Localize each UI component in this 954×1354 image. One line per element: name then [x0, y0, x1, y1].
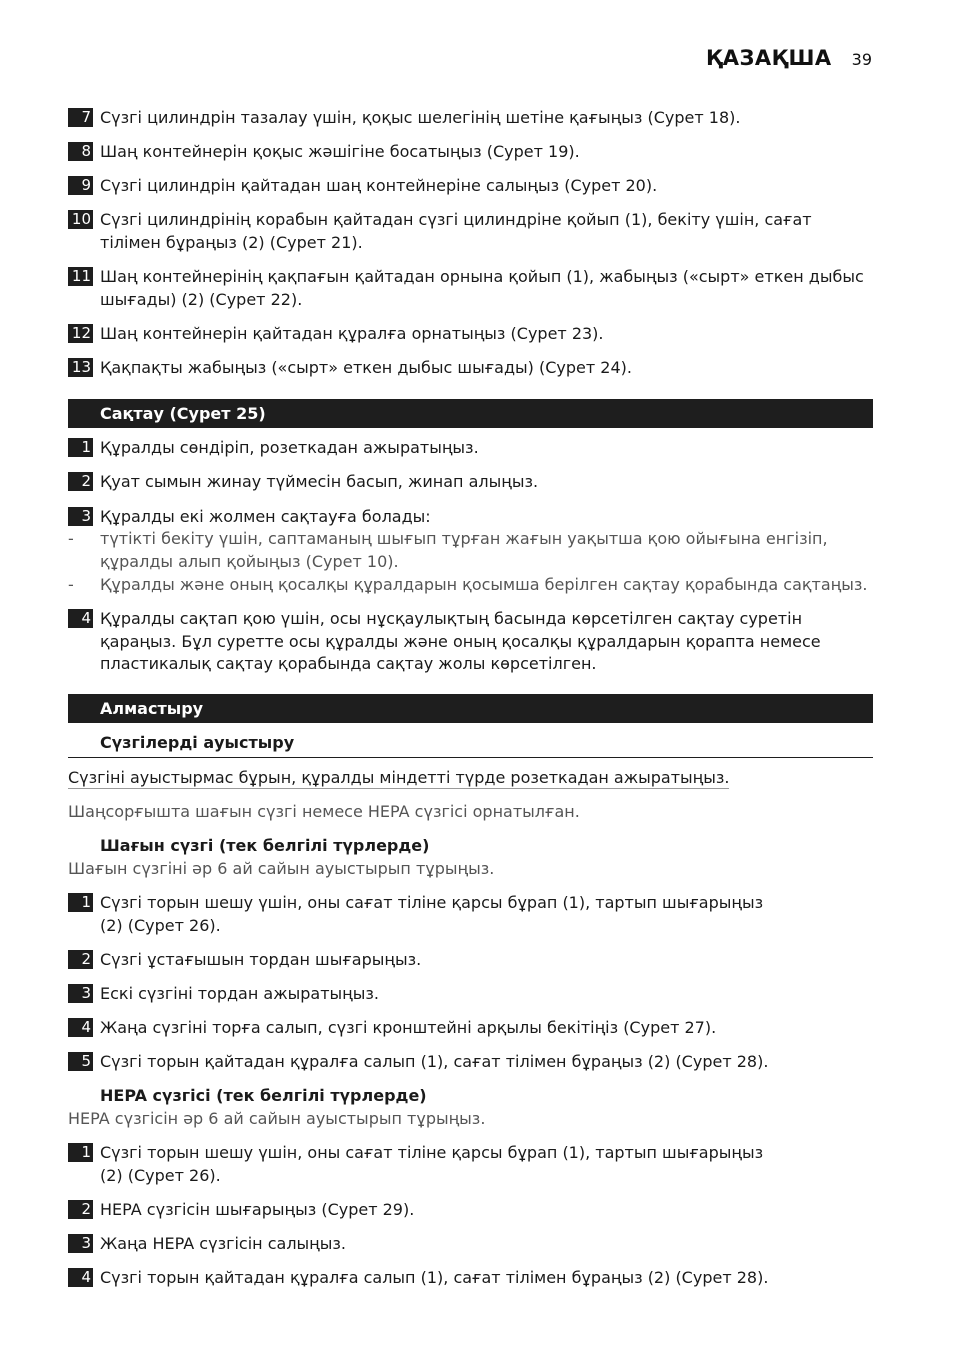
step-text: HEPA сүзгісін шығарыңыз (Сурет 29). — [100, 1200, 415, 1219]
step-number: 9 — [68, 176, 93, 195]
step-text: Құралды сақтап қою үшін, осы нұсқаулықтың басында көрсетілген сақтау суретін қараңыз. Бұл суретте осы құралды және оның қосалқы құралдарын қорапта немесе пластикалық сақтау қорабында сақтау жолы көрсетілген. — [100, 609, 821, 673]
micro-step-5 — [68, 1051, 873, 1074]
step-number: 10 — [68, 210, 93, 229]
step-text: Сүзгі торын шешу үшін, оны сағат тіліне қарсы бұрап (1), тартып шығарыңыз (2) (Сурет 26). — [100, 1143, 764, 1185]
bullet-dash: - — [68, 529, 74, 548]
step-text: Жаңа HEPA сүзгісін салыңыз. — [100, 1234, 346, 1253]
micro-step-3 — [68, 983, 873, 1006]
hepa-step-4 — [68, 1267, 873, 1290]
storage-step-4 — [68, 608, 873, 676]
step-8 — [68, 141, 873, 164]
page-number: 39 — [851, 50, 872, 69]
step-text: Ескі сүзгіні тордан ажыратыңыз. — [100, 984, 379, 1003]
step-number: 1 — [68, 893, 93, 912]
hepa-step-1 — [68, 1142, 873, 1187]
step-13 — [68, 357, 873, 380]
bullet-text: Құралды және оның қосалқы құралдарын қосымша берілген сақтау қорабында сақтаңыз. — [100, 575, 868, 594]
step-10 — [68, 209, 873, 254]
step-text: Сүзгі ұстағышын тордан шығарыңыз. — [100, 950, 422, 969]
step-text: Сүзгі цилиндрін қайтадан шаң контейнеріне салыңыз (Сурет 20). — [100, 176, 658, 195]
hepa-filter-heading: HEPA сүзгісі (тек белгілі түрлерде) — [100, 1086, 427, 1105]
micro-filter-heading: Шағын сүзгі (тек белгілі түрлерде) — [100, 836, 430, 855]
micro-step-2 — [68, 949, 873, 972]
step-text: Сүзгі цилиндрінің корабын қайтадан сүзгі цилиндріне қойып (1), бекіту үшін, сағат тілімен бұраңыз (2) (Сурет 21). — [100, 210, 812, 252]
step-number: 3 — [68, 507, 93, 526]
step-text: Қуат сымын жинау түймесін басып, жинап алыңыз. — [100, 472, 539, 491]
step-text: Шаң контейнерін қоқыс жәшігіне босатыңыз (Сурет 19). — [100, 142, 580, 161]
section-heading-storage: Сақтау (Сурет 25) — [68, 399, 873, 428]
intro-paragraph: Шаңсорғышта шағын сүзгі немесе HEPA сүзгісі орнатылған. — [68, 802, 580, 821]
page-header — [706, 46, 872, 70]
step-number: 3 — [68, 984, 93, 1003]
section-heading-replacement: Алмастыру — [68, 694, 873, 723]
step-number: 4 — [68, 1268, 93, 1287]
step-number: 8 — [68, 142, 93, 161]
step-text: Шаң контейнерін қайтадан құралға орнатыңыз (Сурет 23). — [100, 324, 604, 343]
step-text: Сүзгі торын шешу үшін, оны сағат тіліне қарсы бұрап (1), тартып шығарыңыз (2) (Сурет 26). — [100, 893, 764, 935]
step-text: Құралды сөндіріп, розеткадан ажыратыңыз. — [100, 438, 479, 457]
step-number: 7 — [68, 108, 93, 127]
step-number: 2 — [68, 950, 93, 969]
hepa-step-3 — [68, 1233, 873, 1256]
storage-step-1 — [68, 437, 873, 460]
step-number: 4 — [68, 1018, 93, 1037]
step-text: Сүзгі торын қайтадан құралға салып (1), сағат тілімен бұраңыз (2) (Сурет 28). — [100, 1268, 769, 1287]
bullet-text: түтікті бекіту үшін, саптаманың шығып тұрған жағын уақытша қою ойығына енгізіп, құралды алып қойыңыз (Сурет 10). — [100, 529, 828, 571]
step-9 — [68, 175, 873, 198]
step-text: Құралды екі жолмен сақтауға болады: — [100, 507, 431, 526]
step-text: Қақпақты жабыңыз («сырт» еткен дыбыс шығады) (Сурет 24). — [100, 358, 632, 377]
step-number: 12 — [68, 324, 93, 343]
step-number: 11 — [68, 267, 93, 286]
step-number: 2 — [68, 1200, 93, 1219]
storage-step-3 — [68, 506, 873, 529]
step-7 — [68, 107, 873, 130]
step-11 — [68, 266, 873, 311]
bullet-dash: - — [68, 575, 74, 594]
step-text: Жаңа сүзгіні торға салып, сүзгі кронштейні арқылы бекітіңіз (Сурет 27). — [100, 1018, 717, 1037]
step-12 — [68, 323, 873, 346]
language-label: ҚАЗАҚША — [705, 46, 832, 70]
hepa-step-2 — [68, 1199, 873, 1222]
step-number: 2 — [68, 472, 93, 491]
hepa-filter-note: HEPA сүзгісін әр 6 ай сайын ауыстырып тұрыңыз. — [68, 1109, 486, 1128]
storage-step-2 — [68, 471, 873, 494]
storage-bullet-2 — [68, 574, 873, 597]
step-text: Сүзгі цилиндрін тазалау үшін, қоқыс шелегінің шетіне қағыңыз (Сурет 18). — [100, 108, 741, 127]
warning-note — [68, 767, 954, 789]
step-text: Шаң контейнерінің қақпағын қайтадан орнына қойып (1), жабыңыз («сырт» еткен дыбыс шығады) (2) (Сурет 22). — [100, 267, 864, 309]
micro-filter-note: Шағын сүзгіні әр 6 ай сайын ауыстырып тұрыңыз. — [68, 859, 495, 878]
warning-text: Сүзгіні ауыстырмас бұрын, құралды міндетті түрде розеткадан ажыратыңыз. — [68, 768, 730, 787]
subsection-heading-filters: Сүзгілерді ауыстыру — [68, 729, 873, 758]
step-number: 13 — [68, 358, 93, 377]
step-number: 4 — [68, 609, 93, 628]
step-number: 3 — [68, 1234, 93, 1253]
micro-step-1 — [68, 892, 873, 937]
step-text: Сүзгі торын қайтадан құралға салып (1), сағат тілімен бұраңыз (2) (Сурет 28). — [100, 1052, 769, 1071]
step-number: 1 — [68, 438, 93, 457]
step-number: 1 — [68, 1143, 93, 1162]
micro-step-4 — [68, 1017, 873, 1040]
storage-bullet-1 — [68, 528, 873, 573]
step-number: 5 — [68, 1052, 93, 1071]
